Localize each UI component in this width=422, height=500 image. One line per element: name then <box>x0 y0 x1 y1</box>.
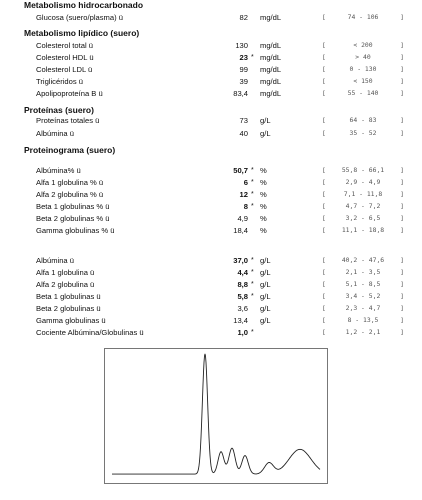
bracket-close: ] <box>400 304 404 312</box>
bracket-open: [ <box>322 116 326 124</box>
result-row <box>0 291 422 302</box>
result-unit: g/L <box>260 316 271 325</box>
bracket-close: ] <box>400 77 404 85</box>
reference-range-text: 0 - 130 <box>349 65 377 73</box>
result-name: Proteínas totales ü <box>36 116 100 125</box>
reference-range-text: < 200 <box>353 41 373 49</box>
reference-range-text: 2,1 - 3,5 <box>345 268 381 276</box>
bracket-close: ] <box>400 226 404 234</box>
result-name: Alfa 2 globulina % ü <box>36 190 104 199</box>
result-row <box>0 315 422 326</box>
bracket-open: [ <box>322 328 326 336</box>
bracket-close: ] <box>400 129 404 137</box>
bracket-close: ] <box>400 328 404 336</box>
section-proteinograma: Proteinograma (suero) <box>24 145 116 155</box>
reference-range-text: 2,9 - 4,9 <box>345 178 381 186</box>
electrophoresis-chart <box>104 348 328 484</box>
result-unit: g/L <box>260 268 271 277</box>
bracket-close: ] <box>400 41 404 49</box>
bracket-open: [ <box>322 129 326 137</box>
result-value: 82 <box>239 13 248 22</box>
bracket-open: [ <box>322 292 326 300</box>
result-name: Triglicéridos ü <box>36 77 83 86</box>
reference-range-text: 55 - 140 <box>347 89 379 97</box>
result-unit: mg/dL <box>260 53 282 62</box>
result-value: 4,4 <box>237 268 248 277</box>
result-flag: * <box>251 54 254 61</box>
result-name: Cociente Albúmina/Globulinas ü <box>36 328 144 337</box>
reference-range-text: 3,2 - 6,5 <box>345 214 381 222</box>
reference-range-text: 40,2 - 47,6 <box>341 256 385 264</box>
reference-range-text: 8 - 13,5 <box>347 316 379 324</box>
result-unit: mg/dL <box>260 41 282 50</box>
result-flag: * <box>251 203 254 210</box>
result-unit: g/L <box>260 304 271 313</box>
result-value: 23 <box>239 53 248 62</box>
bracket-close: ] <box>400 280 404 288</box>
result-unit: mg/dL <box>260 77 282 86</box>
reference-range-text: 5,1 - 8,5 <box>345 280 381 288</box>
bracket-open: [ <box>322 190 326 198</box>
bracket-open: [ <box>322 89 326 97</box>
result-name: Beta 2 globulinas ü <box>36 304 101 313</box>
bracket-open: [ <box>322 166 326 174</box>
result-unit: mg/dL <box>260 65 282 74</box>
result-value: 4,9 <box>237 214 248 223</box>
result-value: 6 <box>243 178 248 187</box>
bracket-close: ] <box>400 190 404 198</box>
result-unit: % <box>260 226 267 235</box>
result-unit: g/L <box>260 116 271 125</box>
reference-range-text: 35 - 52 <box>349 129 377 137</box>
result-row <box>0 279 422 290</box>
section-proteinas: Proteínas (suero) <box>24 105 94 115</box>
reference-range-text: 64 - 83 <box>349 116 377 124</box>
result-row <box>0 213 422 224</box>
result-name: Alfa 1 globulina % ü <box>36 178 104 187</box>
reference-range-text: 55,8 - 66,1 <box>341 166 385 174</box>
chart-frame <box>105 349 328 484</box>
bracket-open: [ <box>322 53 326 61</box>
result-name: Colesterol LDL ü <box>36 65 93 74</box>
result-name: Glucosa (suero/plasma) ü <box>36 13 123 22</box>
result-name: Alfa 2 globulina ü <box>36 280 95 289</box>
result-row <box>0 303 422 314</box>
result-flag: * <box>251 281 254 288</box>
result-row <box>0 165 422 176</box>
result-row <box>0 52 422 63</box>
result-flag: * <box>251 179 254 186</box>
result-row <box>0 76 422 87</box>
result-row <box>0 189 422 200</box>
result-name: Alfa 1 globulina ü <box>36 268 95 277</box>
result-value: 1,0 <box>237 328 248 337</box>
result-row <box>0 327 422 338</box>
result-value: 8 <box>243 202 248 211</box>
result-flag: * <box>251 191 254 198</box>
bracket-open: [ <box>322 268 326 276</box>
reference-range-text: 11,1 - 18,8 <box>341 226 385 234</box>
result-value: 18,4 <box>233 226 248 235</box>
result-name: Gamma globulinas ü <box>36 316 106 325</box>
bracket-close: ] <box>400 202 404 210</box>
result-name: Colesterol total ü <box>36 41 93 50</box>
result-row <box>0 115 422 126</box>
section-metabolismo-lipidico: Metabolismo lipídico (suero) <box>24 28 140 38</box>
result-name: Albúmina ü <box>36 256 74 265</box>
result-row <box>0 12 422 23</box>
result-unit: g/L <box>260 129 271 138</box>
bracket-close: ] <box>400 166 404 174</box>
result-name: Albúmina ü <box>36 129 74 138</box>
bracket-open: [ <box>322 13 326 21</box>
bracket-close: ] <box>400 53 404 61</box>
result-name: Beta 1 globulinas ü <box>36 292 101 301</box>
result-row <box>0 64 422 75</box>
result-flag: * <box>251 257 254 264</box>
bracket-close: ] <box>400 13 404 21</box>
reference-range-text: 4,7 - 7,2 <box>345 202 381 210</box>
reference-range-text: 74 - 106 <box>347 13 379 21</box>
reference-range-text: > 40 <box>355 53 371 61</box>
bracket-close: ] <box>400 268 404 276</box>
reference-range-text: 2,3 - 4,7 <box>345 304 381 312</box>
result-value: 8,8 <box>237 280 248 289</box>
result-flag: * <box>251 269 254 276</box>
reference-range-text: 3,4 - 5,2 <box>345 292 381 300</box>
result-value: 13,4 <box>233 316 248 325</box>
bracket-close: ] <box>400 65 404 73</box>
result-row <box>0 201 422 212</box>
result-value: 83,4 <box>233 89 248 98</box>
result-name: Gamma globulinas % ü <box>36 226 115 235</box>
result-name: Albúmina% ü <box>36 166 81 175</box>
result-value: 99 <box>239 65 248 74</box>
result-value: 40 <box>239 129 248 138</box>
bracket-open: [ <box>322 65 326 73</box>
result-unit: g/L <box>260 256 271 265</box>
bracket-open: [ <box>322 280 326 288</box>
result-unit: % <box>260 178 267 187</box>
result-value: 37,0 <box>233 256 248 265</box>
result-row <box>0 267 422 278</box>
result-unit: mg/dL <box>260 13 282 22</box>
result-flag: * <box>251 167 254 174</box>
result-name: Beta 1 globulinas % ü <box>36 202 110 211</box>
result-unit: % <box>260 166 267 175</box>
bracket-open: [ <box>322 304 326 312</box>
bracket-close: ] <box>400 292 404 300</box>
bracket-open: [ <box>322 214 326 222</box>
result-unit: g/L <box>260 280 271 289</box>
result-value: 12 <box>239 190 248 199</box>
result-name: Beta 2 globulinas % ü <box>36 214 110 223</box>
result-value: 73 <box>239 116 248 125</box>
result-unit: % <box>260 202 267 211</box>
bracket-open: [ <box>322 316 326 324</box>
bracket-open: [ <box>322 41 326 49</box>
result-value: 130 <box>235 41 248 50</box>
result-flag: * <box>251 293 254 300</box>
result-unit: % <box>260 214 267 223</box>
result-value: 50,7 <box>233 166 248 175</box>
result-unit: mg/dL <box>260 89 282 98</box>
result-value: 5,8 <box>237 292 248 301</box>
result-row <box>0 40 422 51</box>
bracket-close: ] <box>400 214 404 222</box>
bracket-close: ] <box>400 256 404 264</box>
section-metabolismo-hidrocarbonado: Metabolismo hidrocarbonado <box>24 0 144 10</box>
bracket-open: [ <box>322 226 326 234</box>
bracket-open: [ <box>322 178 326 186</box>
bracket-open: [ <box>322 202 326 210</box>
bracket-open: [ <box>322 256 326 264</box>
result-row <box>0 88 422 99</box>
result-value: 39 <box>239 77 248 86</box>
result-name: Colesterol HDL ü <box>36 53 94 62</box>
reference-range-text: 7,1 - 11,8 <box>343 190 383 198</box>
result-flag: * <box>251 329 254 336</box>
result-name: Apolipoproteína B ü <box>36 89 103 98</box>
result-row <box>0 225 422 236</box>
bracket-open: [ <box>322 77 326 85</box>
result-unit: % <box>260 190 267 199</box>
result-row <box>0 177 422 188</box>
bracket-close: ] <box>400 89 404 97</box>
reference-range-text: < 150 <box>353 77 373 85</box>
bracket-close: ] <box>400 316 404 324</box>
bracket-close: ] <box>400 178 404 186</box>
result-row <box>0 128 422 139</box>
result-value: 3,6 <box>237 304 248 313</box>
result-unit: g/L <box>260 292 271 301</box>
bracket-close: ] <box>400 116 404 124</box>
result-row <box>0 255 422 266</box>
reference-range-text: 1,2 - 2,1 <box>345 328 381 336</box>
